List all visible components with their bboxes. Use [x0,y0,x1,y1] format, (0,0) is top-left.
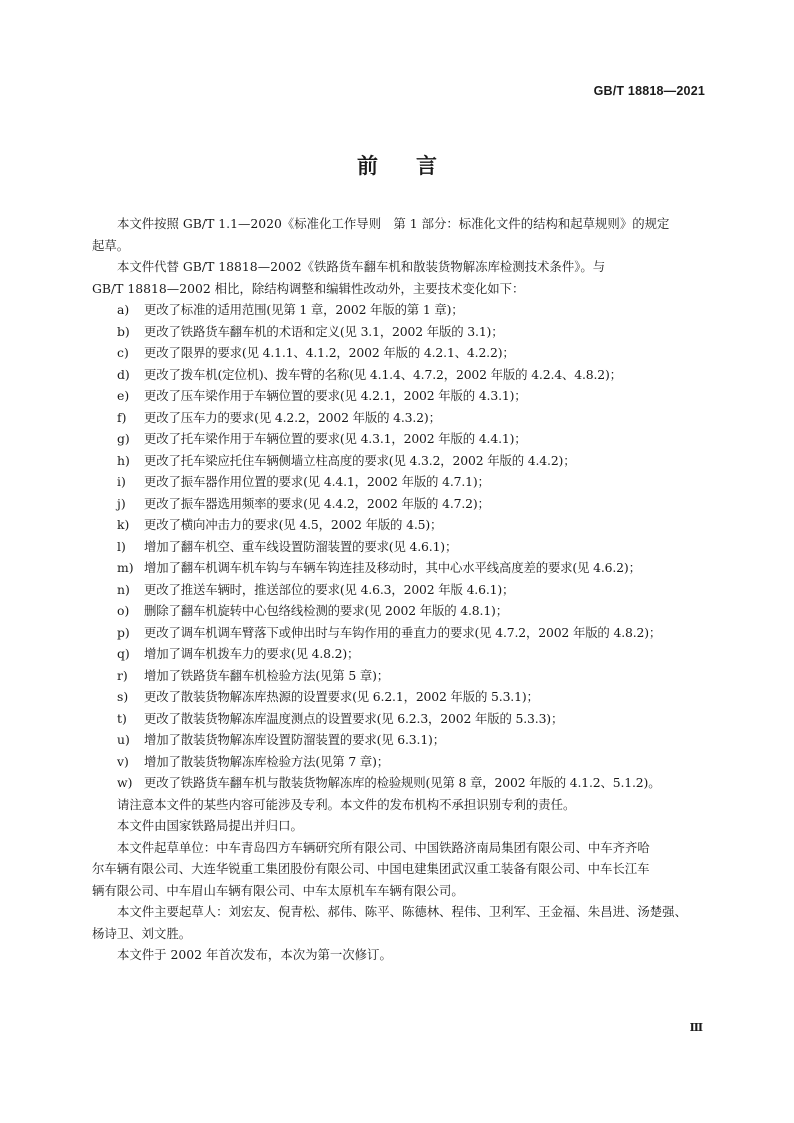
change-item [117,364,705,386]
change-item [117,321,705,343]
change-item-marker: o) [117,603,130,618]
technical-changes-list [117,299,705,794]
change-item [117,407,705,429]
change-item-text: 更改了铁路货车翻车机的术语和定义(见 3.1，2002 年版的 3.1)； [144,323,504,339]
change-item-text: 更改了横向冲击力的要求(见 4.5，2002 年版的 4.5)； [144,517,443,532]
change-item-marker: r) [117,667,128,683]
document-body [92,213,705,966]
change-item [117,342,705,364]
change-item-marker: u) [117,732,130,747]
change-item-marker: g) [117,431,130,446]
paragraph-line: 本文件按照 GB/T 1.1—2020《标准化工作导则 第 1 部分：标准化文件的结构和起草规则》的规定 [117,216,670,231]
change-item-marker: d) [117,366,130,382]
change-item-marker: w) [117,775,133,790]
paragraph-proposer: 本文件由国家铁路局提出并归口。 [117,818,303,833]
change-item [117,557,705,579]
paragraph-replacement [92,256,705,299]
change-item [117,514,705,536]
change-item [117,643,705,665]
change-item-text: 更改了标准的适用范围(见第 1 章，2002 年版的第 1 章)； [144,302,464,317]
change-item-text: 更改了压车力的要求(见 4.2.2，2002 年版的 4.3.2)； [144,409,441,425]
change-item [117,493,705,515]
change-item-text: 更改了推送车辆时，推送部位的要求(见 4.6.3，2002 年版 4.6.1)； [144,581,515,597]
change-item-marker: q) [117,646,130,661]
change-item-text: 更改了限界的要求(见 4.1.1、4.1.2，2002 年版的 4.2.1、4.2.2)； [144,345,515,360]
change-item-text: 增加了调车机拨车力的要求(见 4.8.2)； [144,646,360,661]
change-item-text: 更改了托车梁作用于车辆位置的要求(见 4.3.1，2002 年版的 4.4.1)； [144,431,527,446]
change-item-text: 更改了散装货物解冻库温度测点的设置要求(见 6.2.3，2002 年版的 5.3.3)； [144,710,564,726]
change-item-marker: b) [117,323,130,339]
change-item-text: 更改了散装货物解冻库热源的设置要求(见 6.2.1，2002 年版的 5.3.1)； [144,689,539,704]
change-item-text: 增加了散装货物解冻库检验方法(见第 7 章)； [144,753,390,769]
paragraph-line: 辆有限公司、中车眉山车辆有限公司、中车太原机车车辆有限公司。 [92,882,464,898]
paragraph-patent-note: 请注意本文件的某些内容可能涉及专利。本文件的发布机构不承担识别专利的责任。 [117,796,576,812]
paragraph-line: 杨诗卫、刘文胜。 [92,925,192,941]
change-item-marker: p) [117,624,130,640]
change-item-text: 增加了铁路货车翻车机检验方法(见第 5 章)； [144,667,390,683]
change-item-marker: m) [117,560,134,575]
change-item [117,299,705,321]
change-item [117,751,705,773]
change-item [117,579,705,601]
change-item-marker: n) [117,581,130,597]
change-item-marker: v) [117,753,129,769]
page-title: 前言 [357,154,475,178]
change-item-text: 更改了压车梁作用于车辆位置的要求(见 4.2.1，2002 年版的 4.3.1)； [144,388,527,403]
change-item-marker: t) [117,710,127,726]
change-item-text: 更改了铁路货车翻车机与散装货物解冻库的检验规则(见第 8 章，2002 年版的 4.1.2、5.1.2)。 [144,775,661,790]
change-item [117,450,705,472]
paragraph-line: 本文件起草单位：中车青岛四方车辆研究所有限公司、中国铁路济南局集团有限公司、中车齐齐哈 [117,839,650,855]
change-item-marker: k) [117,517,130,532]
change-item [117,772,705,794]
change-item [117,686,705,708]
change-item [117,536,705,558]
change-item-text: 更改了振车器选用频率的要求(见 4.4.2，2002 年版的 4.7.2)； [144,495,490,511]
change-item [117,729,705,751]
change-item-text: 增加了翻车机空、重车线设置防溜装置的要求(见 4.6.1)； [144,538,458,554]
change-item [117,471,705,493]
change-item-text: 更改了拨车机(定位机)、拨车臂的名称(见 4.1.4、4.7.2，2002 年版的 4.2.4、4.8.2)； [144,366,622,382]
change-item [117,665,705,687]
paragraph-line: 尔车辆有限公司、大连华锐重工集团股份有限公司、中国电建集团武汉重工装备有限公司、中车长江车 [92,861,650,876]
change-item [117,385,705,407]
change-item-marker: j) [117,495,126,511]
change-item-marker: f) [117,409,127,425]
paragraph-history: 本文件于 2002 年首次发布，本次为第一次修订。 [117,947,392,962]
change-item-marker: c) [117,345,129,360]
standard-code: GB/T 18818—2021 [593,84,705,98]
change-item [117,708,705,730]
change-item-text: 更改了振车器作用位置的要求(见 4.4.1，2002 年版的 4.7.1)； [144,474,490,489]
change-item [117,622,705,644]
change-item-text: 增加了散装货物解冻库设置防溜装置的要求(见 6.3.1)； [144,732,445,747]
change-item-marker: s) [117,689,129,704]
paragraph-drafters [92,901,705,944]
paragraph-line: GB/T 18818—2002 相比，除结构调整和编辑性改动外，主要技术变化如下： [92,280,525,296]
change-item [117,428,705,450]
change-item-marker: i) [117,474,126,489]
page-number: Ⅲ [689,1021,703,1034]
paragraph-line: 起草。 [92,237,130,253]
change-item-text: 增加了翻车机调车机车钩与车辆车钩连挂及移动时，其中心水平线高度差的要求(见 4.6.2)； [144,560,641,575]
change-item-marker: h) [117,452,130,468]
change-item-marker: a) [117,302,130,317]
paragraph-line: 本文件主要起草人：刘宏友、倪青松、郝伟、陈平、陈德林、程伟、卫利军、王金福、朱昌进、汤楚强、 [117,904,687,919]
paragraph-line: 本文件代替 GB/T 18818—2002《铁路货车翻车机和散装货物解冻库检测技术条件》。与 [117,259,606,274]
change-item-text: 更改了调车机调车臂落下或伸出时与车钩作用的垂直力的要求(见 4.7.2，2002 年版的 4.8.2)； [144,624,662,640]
change-item-text: 删除了翻车机旋转中心包络线检测的要求(见 2002 年版的 4.8.1)； [144,603,508,618]
change-item-marker: e) [117,388,130,403]
change-item-text: 更改了托车梁应托住车辆侧墙立柱高度的要求(见 4.3.2，2002 年版的 4.4.2)； [144,452,576,468]
change-item [117,600,705,622]
paragraph-drafting-units [92,837,705,902]
change-item-marker: l) [117,538,126,554]
paragraph-drafting-rule [92,213,705,256]
